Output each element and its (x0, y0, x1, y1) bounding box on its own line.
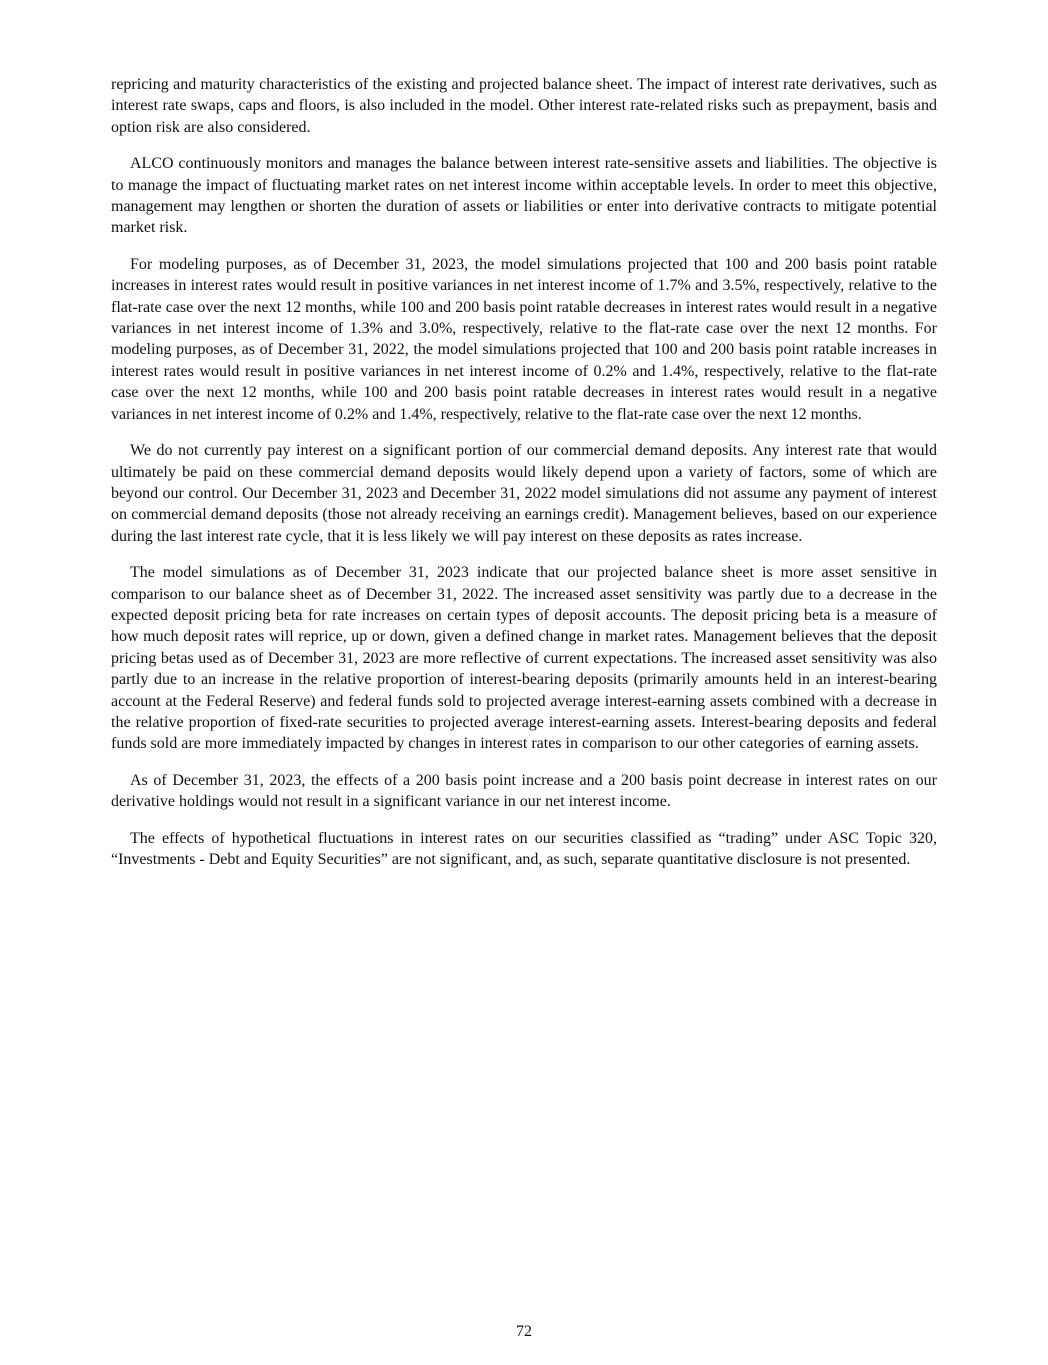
page-number: 72 (516, 1323, 532, 1340)
document-page (111, 74, 937, 885)
paragraph-continuation: repricing and maturity characteristics of the existing and projected balance sheet. The impact of interest rate derivatives, such as interest rate swaps, caps and floors, is also included in the model. Other interest rate-related risks such as prepayment, basis and option risk are also considered. (111, 76, 937, 136)
paragraph-commercial-deposits: We do not currently pay interest on a significant portion of our commercial demand deposits. Any interest rate that would ultimately be paid on these commercial demand deposits would likely depend upon a variety of factors, some of which are beyond our control. Our December 31, 2023 and December 31, 2022 model simulations did not assume any payment of interest on commercial demand deposits (those not already receiving an earnings credit). Management believes, based on our experience during the last interest rate cycle, that it is less likely we will pay interest on these deposits as rates increase. (111, 442, 937, 545)
paragraph-asset-sensitivity: The model simulations as of December 31, 2023 indicate that our projected balance sheet is more asset sensitive in comparison to our balance sheet as of December 31, 2022. The increased asset sensitivity was partly due to a decrease in the expected deposit pricing beta for rate increases on certain types of deposit accounts. The deposit pricing beta is a measure of how much deposit rates will reprice, up or down, given a defined change in market rates. Management believes that the deposit pricing betas used as of December 31, 2023 are more reflective of current expectations. The increased asset sensitivity was also partly due to an increase in the relative proportion of interest-bearing deposits (primarily amounts held in an interest-bearing account at the Federal Reserve) and federal funds sold to projected average interest-earning assets combined with a decrease in the relative proportion of fixed-rate securities to projected average interest-earning assets. Interest-bearing deposits and federal funds sold are more immediately impacted by changes in interest rates in comparison to our other categories of earning assets. (111, 564, 937, 753)
paragraph-alco-monitoring: ALCO continuously monitors and manages the balance between interest rate-sensitive assets and liabilities. The objective is to manage the impact of fluctuating market rates on net interest income within acceptable levels. In order to meet this objective, management may lengthen or shorten the duration of assets or liabilities or enter into derivative contracts to mitigate potential market risk. (111, 155, 937, 237)
paragraph-derivative-holdings: As of December 31, 2023, the effects of a 200 basis point increase and a 200 basis point decrease in interest rates on our derivative holdings would not result in a significant variance in our net interest income. (111, 771, 937, 811)
paragraph-modeling-purposes: For modeling purposes, as of December 31, 2023, the model simulations projected that 100 and 200 basis point ratable increases in interest rates would result in positive variances in net interest income of 1.7% and 3.5%, respectively, relative to the flat-rate case over the next 12 months, while 100 and 200 basis point ratable decreases in interest rates would result in a negative variances in net interest income of 1.3% and 3.0%, respectively, relative to the flat-rate case over the next 12 months. For modeling purposes, as of December 31, 2022, the model simulations projected that 100 and 200 basis point ratable increases in interest rates would result in positive variances in net interest income of 0.2% and 1.4%, respectively, relative to the flat-rate case over the next 12 months, while 100 and 200 basis point ratable decreases in interest rates would result in a negative variances in net interest income of 0.2% and 1.4%, respectively, relative to the flat-rate case over the next 12 months. (111, 255, 937, 423)
paragraph-trading-securities: The effects of hypothetical fluctuations in interest rates on our securities classified as “trading” under ASC Topic 320, “Investments - Debt and Equity Securities” are not significant, and, as such, separate quantitative disclosure is not presented. (111, 829, 937, 868)
